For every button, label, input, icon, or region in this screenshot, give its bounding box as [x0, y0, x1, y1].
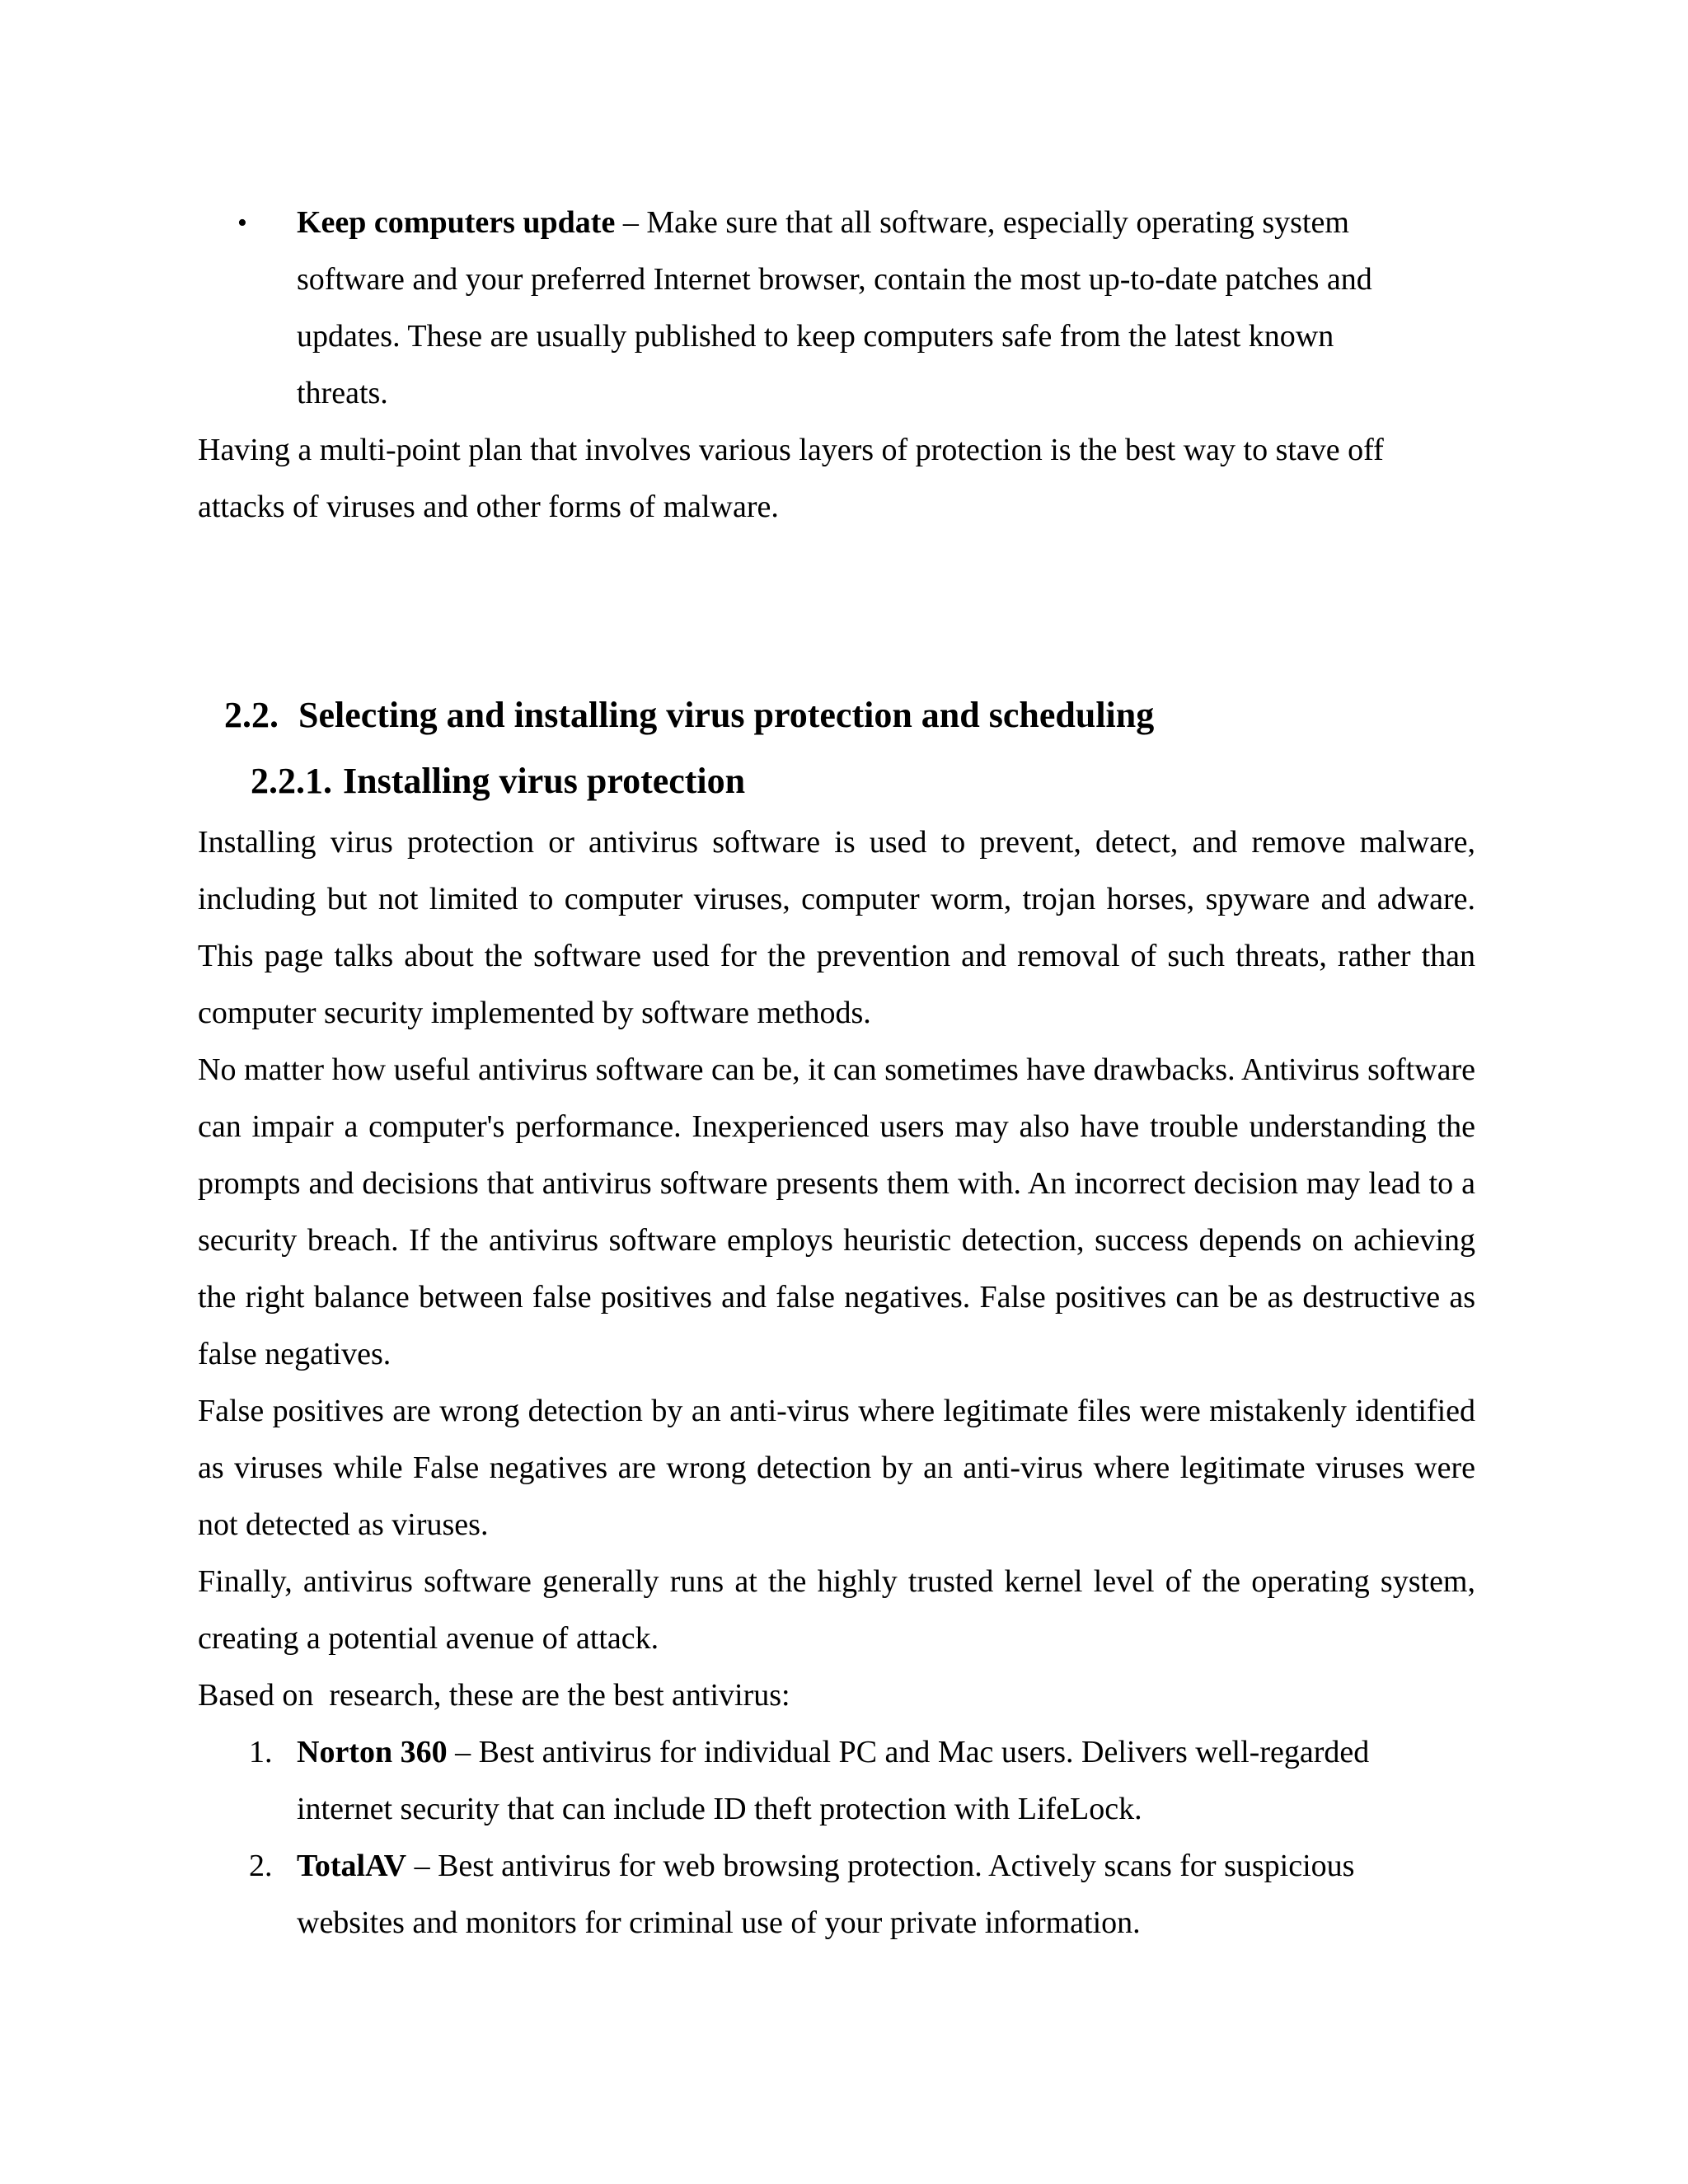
- body-paragraph: Installing virus protection or antivirus software is used to prevent, detect, and remove malware, including but not limited to computer viruses, computer worm, trojan horses, spyware and adware. This page talks about the software used for the prevention and removal of such threats, rather than computer security implemented by software methods.: [198, 825, 1475, 1030]
- list-marker: 2.: [249, 1849, 273, 1883]
- body-paragraph: Finally, antivirus software generally runs at the highly trusted kernel level of the operating system, creating a potential avenue of attack.: [198, 1564, 1475, 1656]
- subsection-heading: [198, 748, 1475, 814]
- body-paragraph: No matter how useful antivirus software can be, it can sometimes have drawbacks. Antivirus software can impair a computer's performance. Inexperienced users may also have trouble understanding the prompts and decisions that antivirus software presents them with. An incorrect decision may lead to a security breach. If the antivirus software employs heuristic detection, success depends on achieving the right balance between false positives and false negatives. False positives can be as destructive as false negatives.: [198, 1052, 1475, 1371]
- bullet-line: threats.: [297, 376, 388, 410]
- bullet-line: Keep computers update – Make sure that all software, especially operating system: [297, 205, 1349, 240]
- antivirus-name: Norton 360: [297, 1735, 448, 1769]
- list-intro: Based on research, these are the best antivirus:: [198, 1678, 790, 1713]
- list-marker: 1.: [249, 1735, 273, 1769]
- antivirus-name: TotalAV: [297, 1849, 407, 1883]
- list-line: internet security that can include ID theft protection with LifeLock.: [297, 1792, 1142, 1826]
- bullet-icon: •: [237, 208, 247, 238]
- bullet-item-keep-updated: [198, 194, 1475, 422]
- section-title: Selecting and installing virus protection and scheduling: [298, 695, 1155, 735]
- body-paragraph: False positives are wrong detection by an anti-virus where legitimate files were mistakenly identified as viruses while False negatives are wrong detection by an anti-virus where legitimate viruses were not detected as viruses.: [198, 1394, 1475, 1542]
- page-content: [198, 194, 1475, 1952]
- section-heading: [198, 682, 1475, 748]
- bullet-line: software and your preferred Internet browser, contain the most up-to-date patches and: [297, 262, 1372, 297]
- section-number: 2.2.: [224, 695, 279, 735]
- summary-paragraph: [198, 422, 1475, 536]
- subsection-title: Installing virus protection: [343, 761, 746, 801]
- list-line: websites and monitors for criminal use of your private information.: [297, 1905, 1141, 1940]
- list-item: [198, 1838, 1475, 1952]
- bullet-line: updates. These are usually published to keep computers safe from the latest known: [297, 319, 1334, 354]
- list-item: [198, 1724, 1475, 1838]
- list-line: TotalAV – Best antivirus for web browsing protection. Actively scans for suspicious: [297, 1849, 1355, 1883]
- summary-line: attacks of viruses and other forms of malware.: [198, 490, 779, 524]
- bullet-list: [198, 194, 1475, 422]
- subsection-number: 2.2.1.: [251, 761, 332, 801]
- list-line: Norton 360 – Best antivirus for individual PC and Mac users. Delivers well-regarded: [297, 1735, 1370, 1769]
- summary-line: Having a multi-point plan that involves various layers of protection is the best way to stave off: [198, 433, 1384, 467]
- antivirus-list: [198, 1724, 1475, 1952]
- bullet-term: Keep computers update: [297, 205, 616, 240]
